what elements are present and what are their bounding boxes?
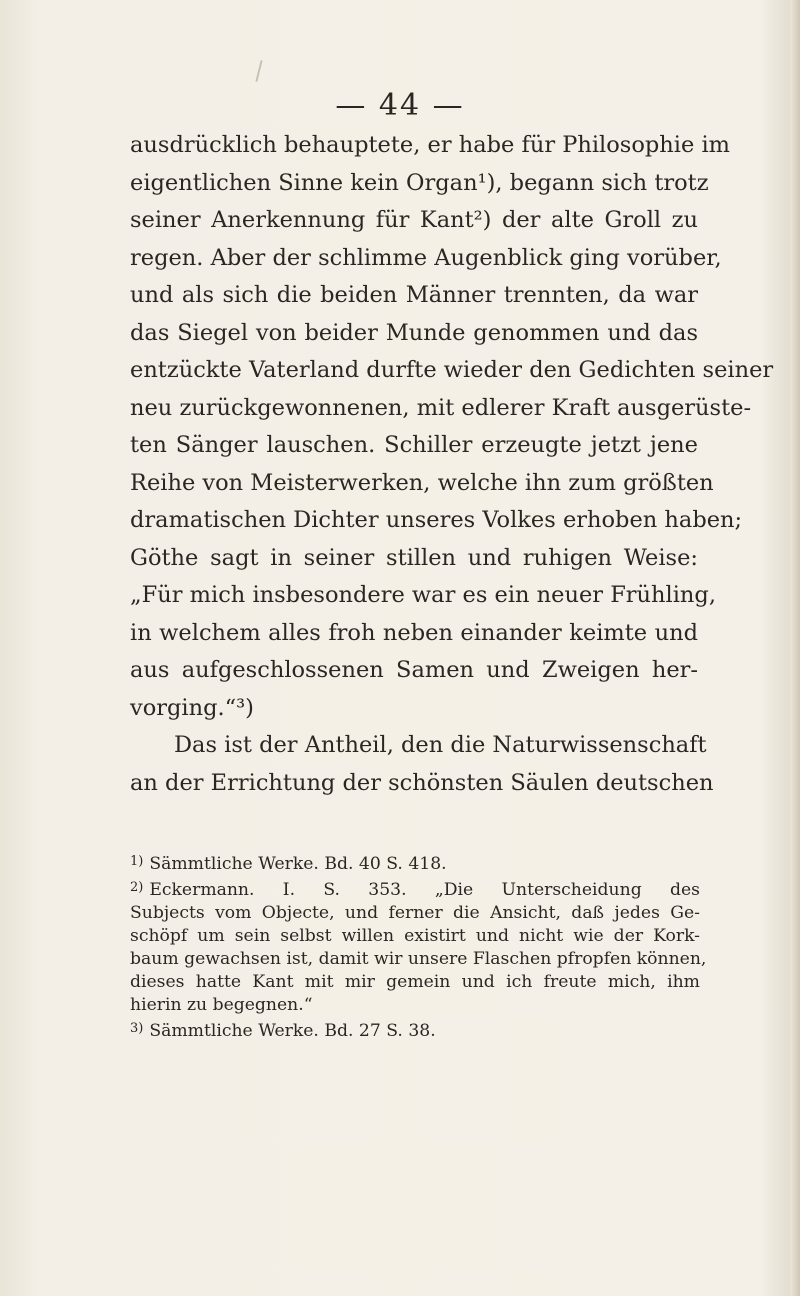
text-line: an der Errichtung der schönsten Säulen deutschen — [130, 769, 714, 796]
footnote-1 — [130, 850, 700, 876]
footnote-text: schöpf um sein selbst willen existirt und nicht wie der Kork- — [130, 926, 700, 946]
text-line: entzückte Vaterland durfte wieder den Gedichten seiner — [130, 357, 774, 383]
page-edge — [790, 0, 800, 1296]
footnote-text: baum gewachsen ist, damit wir unsere Flaschen pfropfen können, — [130, 949, 707, 969]
text-line: ten Sänger lauschen. Schiller erzeugte jetzt jene — [130, 432, 698, 458]
footnote-number: 2) — [130, 880, 144, 895]
text-line: vorging.“³) — [130, 694, 254, 721]
text-line: neu zurückgewonnenen, mit edlerer Kraft ausgerüste- — [130, 394, 752, 421]
text-line: Das ist der Antheil, den die Naturwissenschaft — [174, 732, 707, 758]
text-line: aus aufgeschlossenen Samen und Zweigen her- — [130, 657, 698, 683]
footnote-3 — [130, 1017, 700, 1043]
text-line: „Für mich insbesondere war es ein neuer Frühling, — [130, 582, 716, 608]
body-text — [130, 127, 774, 802]
footnote-text: Eckermann. I. S. 353. „Die Unterscheidung des — [149, 880, 700, 900]
text-line: eigentlichen Sinne kein Organ¹), begann sich trotz — [130, 169, 709, 196]
footnote-text: hierin zu begegnen.“ — [130, 995, 313, 1015]
text-line: Göthe sagt in seiner stillen und ruhigen Weise: — [130, 544, 698, 571]
footnote-2 — [130, 876, 707, 1017]
page-number: — 44 — — [335, 88, 465, 123]
footnote-text: Sämmtliche Werke. Bd. 40 S. 418. — [149, 854, 447, 874]
text-line: in welchem alles froh neben einander keimte und — [130, 619, 698, 646]
text-line: ausdrücklich behauptete, er habe für Philosophie im — [130, 132, 730, 158]
footnote-text: dieses hatte Kant mit mir gemein und ich freute mich, ihm — [130, 972, 700, 992]
text-line: regen. Aber der schlimme Augenblick ging vorüber, — [130, 244, 722, 271]
text-line: und als sich die beiden Männer trennten, da war — [130, 282, 698, 308]
footnote-text: Sämmtliche Werke. Bd. 27 S. 38. — [149, 1021, 436, 1041]
footnote-number: 3) — [130, 1021, 144, 1036]
text-line: dramatischen Dichter unseres Volkes erhoben haben; — [130, 507, 743, 533]
footnote-number: 1) — [130, 854, 144, 869]
footnote-text: Subjects vom Objecte, und ferner die Ansicht, daß jedes Ge- — [130, 903, 700, 923]
page-scratch-mark — [255, 60, 262, 82]
footnotes — [130, 850, 707, 1043]
text-line: seiner Anerkennung für Kant²) der alte Groll zu — [130, 207, 698, 233]
text-line: das Siegel von beider Munde genommen und das — [130, 319, 698, 346]
text-line: Reihe von Meisterwerken, welche ihn zum größten — [130, 469, 714, 496]
